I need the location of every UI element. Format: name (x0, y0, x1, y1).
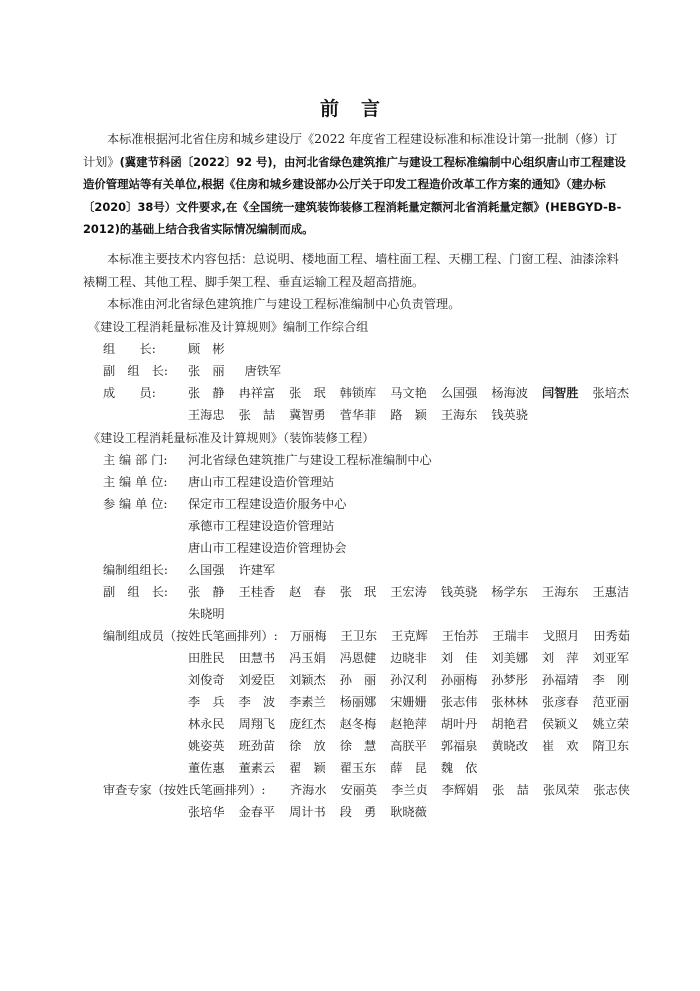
group1-member-names (188, 382, 643, 426)
person-name: 冯恩健 (339, 651, 377, 665)
person-name: 齐海水 (290, 783, 327, 797)
person-name: 孙 丽 (339, 673, 377, 687)
person-name: 崔 欢 (541, 739, 579, 753)
person-name: 金春平 (238, 805, 276, 819)
person-name: 菅华菲 (339, 408, 377, 422)
person-name: 张志伟 (440, 695, 478, 709)
person-name: 张志侠 (593, 783, 630, 797)
person-name: 刘俊奇 (188, 673, 225, 687)
person-name: 董素云 (238, 761, 276, 775)
group1-deputy-label: 副 组 长: (103, 364, 169, 378)
person-name: 钱英骁 (491, 408, 528, 422)
chief-dept-label: 主 编 部 门: (103, 453, 168, 467)
person-name: 刘 萍 (541, 651, 579, 665)
person-name: 冉祥富 (238, 386, 276, 400)
person-name: 万丽梅 (290, 629, 327, 643)
intro-text: 本标准根据河北省住房和城乡建设厅《2022 年度省工程建设标准和标准设计第一批制（修）订计划》 (83, 132, 618, 169)
person-name: 宋姗姗 (390, 695, 427, 709)
person-name: 马文艳 (390, 386, 427, 400)
person-name: 杨学东 (491, 585, 528, 599)
person-name: 闫智胜 (541, 386, 579, 400)
person-name: 朱晓明 (188, 607, 225, 621)
person-name: 刘亚军 (592, 651, 630, 665)
team-deputy-label: 副 组 长: (103, 585, 169, 599)
team-members-label: 编制组成员（按姓氏笔画排列）: (103, 629, 278, 643)
person-name: 田秀茹 (593, 629, 630, 643)
person-name: 王宏涛 (390, 585, 427, 599)
reviewers-names (188, 801, 441, 823)
chief-dept-value: 河北省绿色建筑推广与建设工程标准编制中心 (188, 453, 432, 467)
content-paragraph: 本标准主要技术内容包括：总说明、楼地面工程、墙柱面工程、天棚工程、门窗工程、油漆涂料裱糊工程、其他工程、脚手架工程、垂直运输工程及超高措施。 (83, 252, 619, 289)
participant-unit: 承德市工程建设造价管理站 (188, 519, 335, 533)
person-name: 田慧书 (238, 651, 276, 665)
person-name: 张 珉 (289, 386, 326, 400)
person-name: 周计书 (289, 805, 326, 819)
person-name: 赵 春 (289, 585, 326, 599)
person-name: 张 丽 (188, 364, 225, 378)
team-members-first-row (290, 625, 644, 647)
team-members-names (188, 647, 643, 779)
group1-member-label: 成 员: (103, 386, 156, 400)
person-name: 边晓非 (390, 651, 427, 665)
person-name: 唐铁军 (244, 364, 282, 378)
person-name: 张 喆 (238, 408, 276, 422)
participant-unit: 唐山市工程建设造价管理协会 (188, 541, 347, 555)
person-name: 耿晓薇 (390, 805, 427, 819)
person-name: 姚姿英 (188, 739, 225, 753)
participants-label: 参 编 单 位: (103, 497, 168, 511)
person-name: 李素兰 (289, 695, 326, 709)
person-name: 张 喆 (492, 783, 529, 797)
person-name: 冯玉娟 (289, 651, 326, 665)
person-name: 赵冬梅 (339, 717, 377, 731)
person-name: 张凤荣 (542, 783, 580, 797)
person-name: 孙梦彤 (491, 673, 528, 687)
person-name: 黄晓改 (491, 739, 528, 753)
intro-paragraph (83, 128, 628, 241)
intro-text-bold: (冀建节科函〔2022〕92 号)，由河北省绿色建筑推广与建设工程标准编制中心组织唐山市工程建设造价管理站等有关单位,根据《住房和城乡建设部办公厅关于印发工程造价改革工作方案的通知》（建办标〔2020〕38号）文件要求,在《全国统一建筑装饰装修工程消耗量定额河北省消耗量定额》(HEBGYD-B-2012)的基础上结合我省实际情况编制而成。 (83, 154, 626, 236)
chief-unit-label: 主 编 单 位: (103, 475, 168, 489)
person-name: 张培杰 (592, 386, 630, 400)
team-leader-names (188, 559, 289, 581)
person-name: 孙汉利 (390, 673, 427, 687)
person-name: 许建军 (238, 563, 276, 577)
person-name: 胡艳君 (491, 717, 528, 731)
team-deputy-names (188, 581, 643, 625)
person-name: 顾 彬 (188, 342, 225, 356)
person-name: 周翔飞 (238, 717, 276, 731)
person-name: 张彦春 (541, 695, 579, 709)
person-name: 刘颖杰 (289, 673, 326, 687)
person-name: 田胜民 (188, 651, 225, 665)
person-name: 翟 颖 (289, 761, 326, 775)
person-name: 郭福泉 (440, 739, 478, 753)
person-name: 王海忠 (188, 408, 225, 422)
person-name: 么国强 (440, 386, 478, 400)
person-name: 范亚丽 (592, 695, 630, 709)
person-name: 王桂香 (238, 585, 276, 599)
person-name: 王瑞丰 (492, 629, 529, 643)
person-name: 杨海波 (491, 386, 528, 400)
person-name: 刘 佳 (440, 651, 478, 665)
person-name: 徐 放 (289, 739, 326, 753)
group1-leader-label: 组 长: (103, 342, 156, 356)
person-name: 韩锁库 (339, 386, 377, 400)
reviewers-label: 审查专家（按姓氏笔画排列）: (103, 783, 266, 797)
person-name: 薛 昆 (390, 761, 427, 775)
person-name: 姚立荣 (592, 717, 630, 731)
person-name: 王克辉 (391, 629, 428, 643)
person-name: 张 珉 (339, 585, 377, 599)
person-name: 路 颖 (390, 408, 427, 422)
person-name: 李 刚 (592, 673, 630, 687)
person-name: 张 静 (188, 386, 225, 400)
group1-deputy-names (188, 360, 301, 382)
person-name: 李 兵 (188, 695, 225, 709)
person-name: 翟玉东 (339, 761, 377, 775)
person-name: 张林林 (491, 695, 528, 709)
person-name: 林永民 (188, 717, 225, 731)
person-name: 段 勇 (339, 805, 377, 819)
management-paragraph: 本标准由河北省绿色建筑推广与建设工程标准编制中心负责管理。 (107, 297, 461, 311)
person-name: 孙福靖 (541, 673, 579, 687)
person-name: 冀智勇 (289, 408, 326, 422)
person-name: 钱英骁 (440, 585, 478, 599)
person-name: 孙丽梅 (440, 673, 478, 687)
page-title: 前言 (319, 98, 402, 120)
person-name: 李 波 (238, 695, 276, 709)
person-name: 刘爱臣 (238, 673, 276, 687)
participant-unit: 保定市工程建设造价服务中心 (188, 497, 347, 511)
group1-heading: 《建设工程消耗量标准及计算规则》编制工作综合组 (88, 320, 369, 334)
person-name: 杨丽娜 (339, 695, 377, 709)
group1-leader-names (188, 338, 245, 360)
person-name: 李兰贞 (391, 783, 428, 797)
person-name: 张培华 (188, 805, 225, 819)
person-name: 张 静 (188, 585, 225, 599)
person-name: 王海东 (541, 585, 579, 599)
person-name: 王海东 (440, 408, 478, 422)
person-name: 么国强 (188, 563, 225, 577)
person-name: 王怡苏 (441, 629, 479, 643)
person-name: 赵艳萍 (390, 717, 427, 731)
group2-heading: 《建设工程消耗量标准及计算规则》（装饰装修工程） (88, 431, 375, 445)
person-name: 戈照月 (542, 629, 580, 643)
person-name: 庞红杰 (289, 717, 326, 731)
person-name: 刘美娜 (491, 651, 528, 665)
person-name: 董佐惠 (188, 761, 225, 775)
person-name: 胡叶丹 (440, 717, 478, 731)
person-name: 王惠洁 (592, 585, 630, 599)
person-name: 高朕平 (390, 739, 427, 753)
chief-unit-value: 唐山市工程建设造价管理站 (188, 475, 335, 489)
reviewers-first-row (290, 779, 644, 801)
person-name: 李辉娟 (441, 783, 479, 797)
person-name: 徐 慧 (339, 739, 377, 753)
person-name: 侯颖义 (541, 717, 579, 731)
team-leader-label: 编制组组长: (103, 563, 169, 577)
person-name: 王卫东 (340, 629, 378, 643)
person-name: 隋卫东 (592, 739, 630, 753)
person-name: 魏 依 (440, 761, 478, 775)
person-name: 安丽英 (340, 783, 378, 797)
person-name: 班劲苗 (238, 739, 276, 753)
